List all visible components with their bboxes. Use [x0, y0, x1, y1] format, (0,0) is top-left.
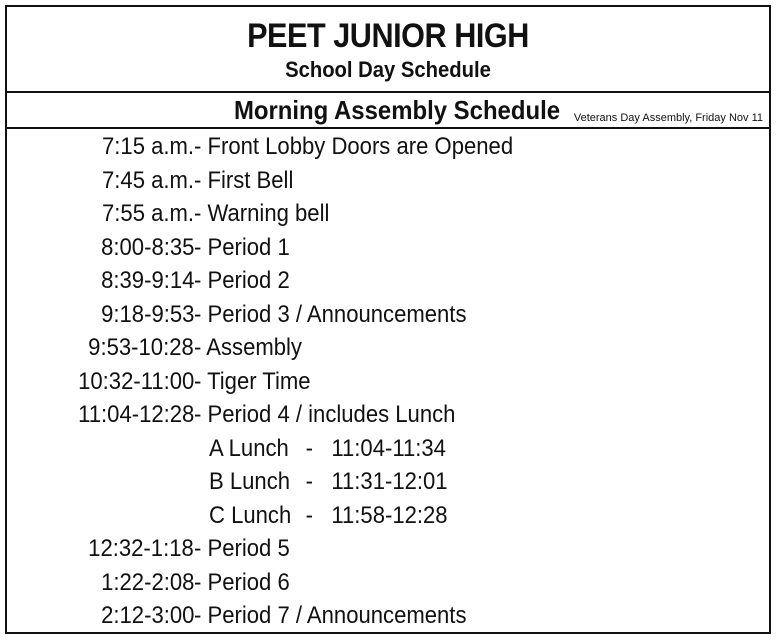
row-desc: - Period 2	[194, 267, 290, 294]
schedule-row	[7, 264, 769, 298]
row-desc: - Period 5	[194, 535, 290, 562]
schedule-row	[7, 532, 769, 566]
row-desc: - Period 6	[194, 568, 290, 596]
schedule-row	[7, 331, 769, 365]
assembly-title: Morning Assembly Schedule	[233, 95, 561, 125]
row-desc: - Period 1	[194, 233, 290, 261]
row-time: 8:00-8:35	[100, 233, 194, 261]
row-time: 8:39-9:14	[100, 267, 194, 294]
schedule-subtitle: School Day Schedule	[285, 57, 491, 82]
schedule-row	[7, 566, 769, 600]
row-desc: - Period 4 / includes Lunch	[194, 401, 456, 428]
row-desc: - Period 3 / Announcements	[194, 300, 467, 328]
school-name: PEET JUNIOR HIGH	[247, 17, 529, 55]
row-desc: - Assembly	[194, 334, 302, 361]
schedule-header	[7, 7, 769, 93]
lunch-entry	[209, 499, 448, 532]
lunch-row	[7, 465, 769, 499]
schedule-row	[7, 298, 769, 332]
row-time: 12:32-1:18	[88, 535, 194, 562]
schedule-row	[7, 599, 769, 633]
schedule-list	[7, 130, 769, 633]
row-desc: - Period 7 / Announcements	[194, 602, 467, 629]
schedule-row	[7, 197, 769, 231]
assembly-note: Veterans Day Assembly, Friday Nov 11	[573, 112, 763, 124]
row-time: 7:15 a.m.	[101, 133, 194, 160]
row-time: 10:32-11:00	[77, 367, 194, 395]
row-time: 1:22-2:08	[100, 568, 194, 596]
schedule-row	[7, 365, 769, 399]
lunch-row	[7, 432, 769, 466]
lunch-name: C Lunch	[209, 501, 292, 529]
schedule-row	[7, 164, 769, 198]
schedule-row	[7, 398, 769, 432]
row-time: 9:18-9:53	[100, 300, 194, 328]
lunch-time: 11:04-11:34	[331, 434, 446, 462]
row-desc: - Warning bell	[194, 200, 330, 227]
row-desc: - Front Lobby Doors are Opened	[194, 133, 514, 160]
row-time: 9:53-10:28	[88, 334, 194, 361]
lunch-row	[7, 499, 769, 533]
row-time: 2:12-3:00	[100, 602, 194, 629]
lunch-dash: -	[305, 468, 313, 495]
lunch-dash: -	[305, 434, 313, 462]
lunch-entry	[209, 465, 448, 498]
schedule-frame	[5, 5, 771, 634]
row-desc: - First Bell	[194, 166, 294, 194]
lunch-dash: -	[305, 501, 313, 529]
lunch-name: B Lunch	[209, 468, 291, 495]
lunch-entry	[209, 432, 446, 465]
row-time: 11:04-12:28	[77, 401, 194, 428]
lunch-name: A Lunch	[209, 434, 289, 462]
row-time: 7:55 a.m.	[101, 200, 194, 227]
schedule-row	[7, 130, 769, 164]
assembly-header	[7, 93, 769, 129]
lunch-time: 11:31-12:01	[331, 468, 448, 495]
lunch-time: 11:58-12:28	[331, 501, 448, 529]
row-time: 7:45 a.m.	[101, 166, 194, 194]
schedule-row	[7, 231, 769, 265]
row-desc: - Tiger Time	[194, 367, 311, 395]
